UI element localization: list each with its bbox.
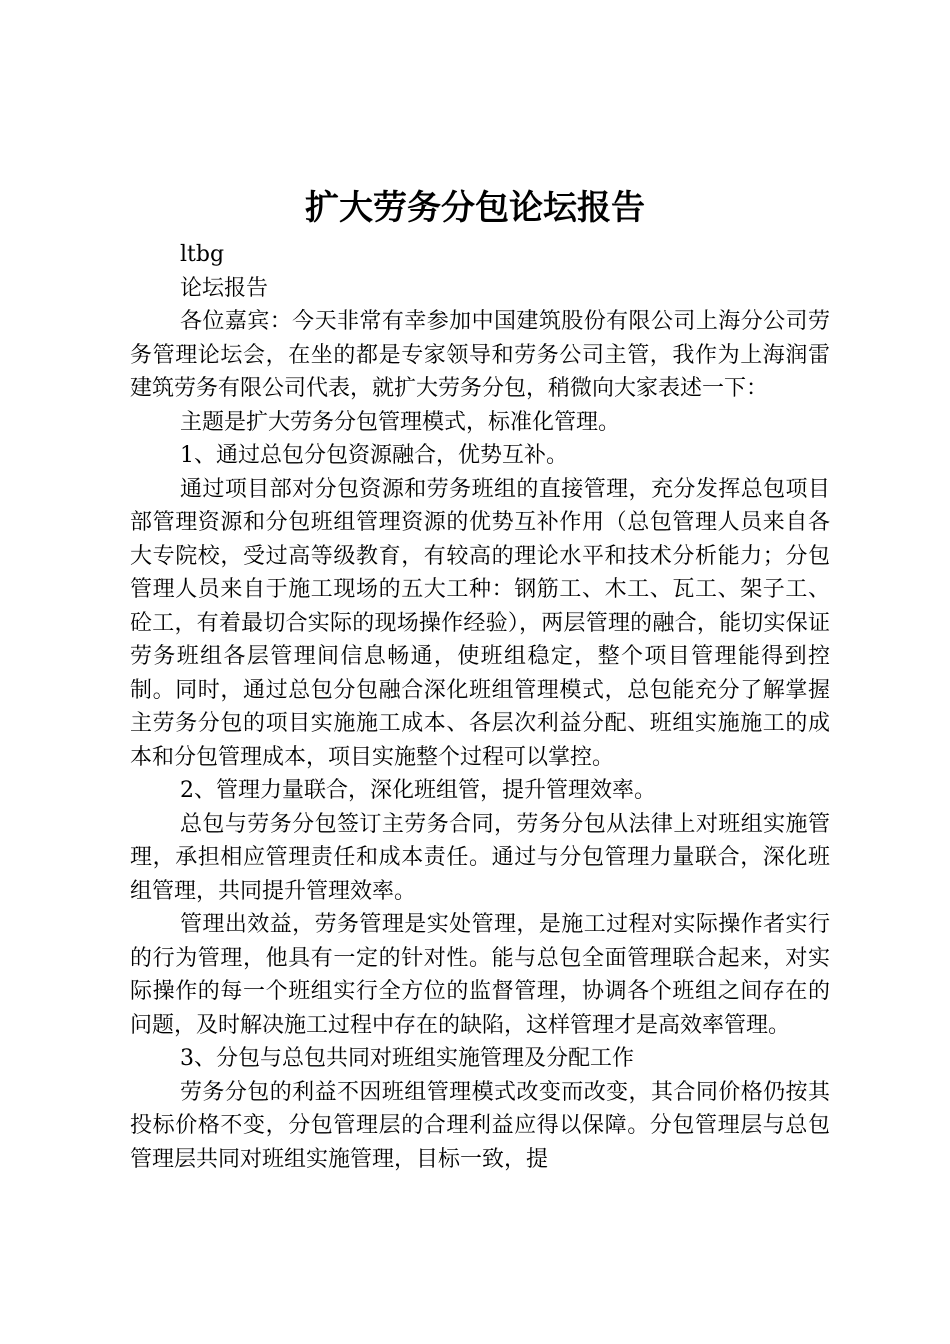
document-body	[130, 238, 830, 1176]
paragraph-ltbg: ltbg	[180, 242, 225, 267]
paragraph-theme: 主题是扩大劳务分包管理模式，标准化管理。	[180, 409, 621, 435]
paragraph-section-1: 通过项目部对分包资源和劳务班组的直接管理，充分发挥总包项目部管理资源和分包班组管理资源的优势互补作用（总包管理人员来自各大专院校，受过高等级教育，有较高的理论水平和技术分析能力；分包管理人员来自于施工现场的五大工种：钢筋工、木工、瓦工、架子工、砼工，有着最切合实际的现场操作经验），两层管理的融合，能切实保证劳务班组各层管理间信息畅通，使班组稳定，整个项目管理能得到控制。同时，通过总包分包融合深化班组管理模式，总包能充分了解掌握主劳务分包的项目实施施工成本、各层次利益分配、班组实施施工的成本和分包管理成本，项目实施整个过程可以掌控。	[130, 476, 830, 770]
paragraph-section-2a: 总包与劳务分包签订主劳务合同，劳务分包从法律上对班组实施管理，承担相应管理责任和成本责任。通过与分包管理力量联合，深化班组管理，共同提升管理效率。	[130, 811, 830, 904]
section-heading-3: 3、分包与总包共同对班组实施管理及分配工作	[180, 1046, 634, 1071]
document-title: 扩大劳务分包论坛报告	[305, 188, 645, 228]
section-heading-2: 2、管理力量联合，深化班组管，提升管理效率。	[180, 778, 656, 803]
paragraph-section-2b: 管理出效益，劳务管理是实处管理，是施工过程对实际操作者实行的行为管理，他具有一定的针对性。能与总包全面管理联合起来，对实际操作的每一个班组实行全方位的监督管理，协调各个班组之间存在的问题，及时解决施工过程中存在的缺陷，这样管理才是高效率管理。	[130, 912, 830, 1038]
paragraph-section-3: 劳务分包的利益不因班组管理模式改变而改变，其合同价格仍按其投标价格不变，分包管理层的合理利益应得以保障。分包管理层与总包管理层共同对班组实施管理，目标一致，提	[130, 1079, 830, 1172]
paragraph-greeting: 各位嘉宾：今天非常有幸参加中国建筑股份有限公司上海分公司劳务管理论坛会，在坐的都是专家领导和劳务公司主管，我作为上海润雷建筑劳务有限公司代表，就扩大劳务分包，稍微向大家表述一下：	[130, 309, 830, 401]
paragraph-forum-report: 论坛报告	[180, 275, 269, 301]
section-heading-1: 1、通过总包分包资源融合，优势互补。	[180, 443, 568, 468]
